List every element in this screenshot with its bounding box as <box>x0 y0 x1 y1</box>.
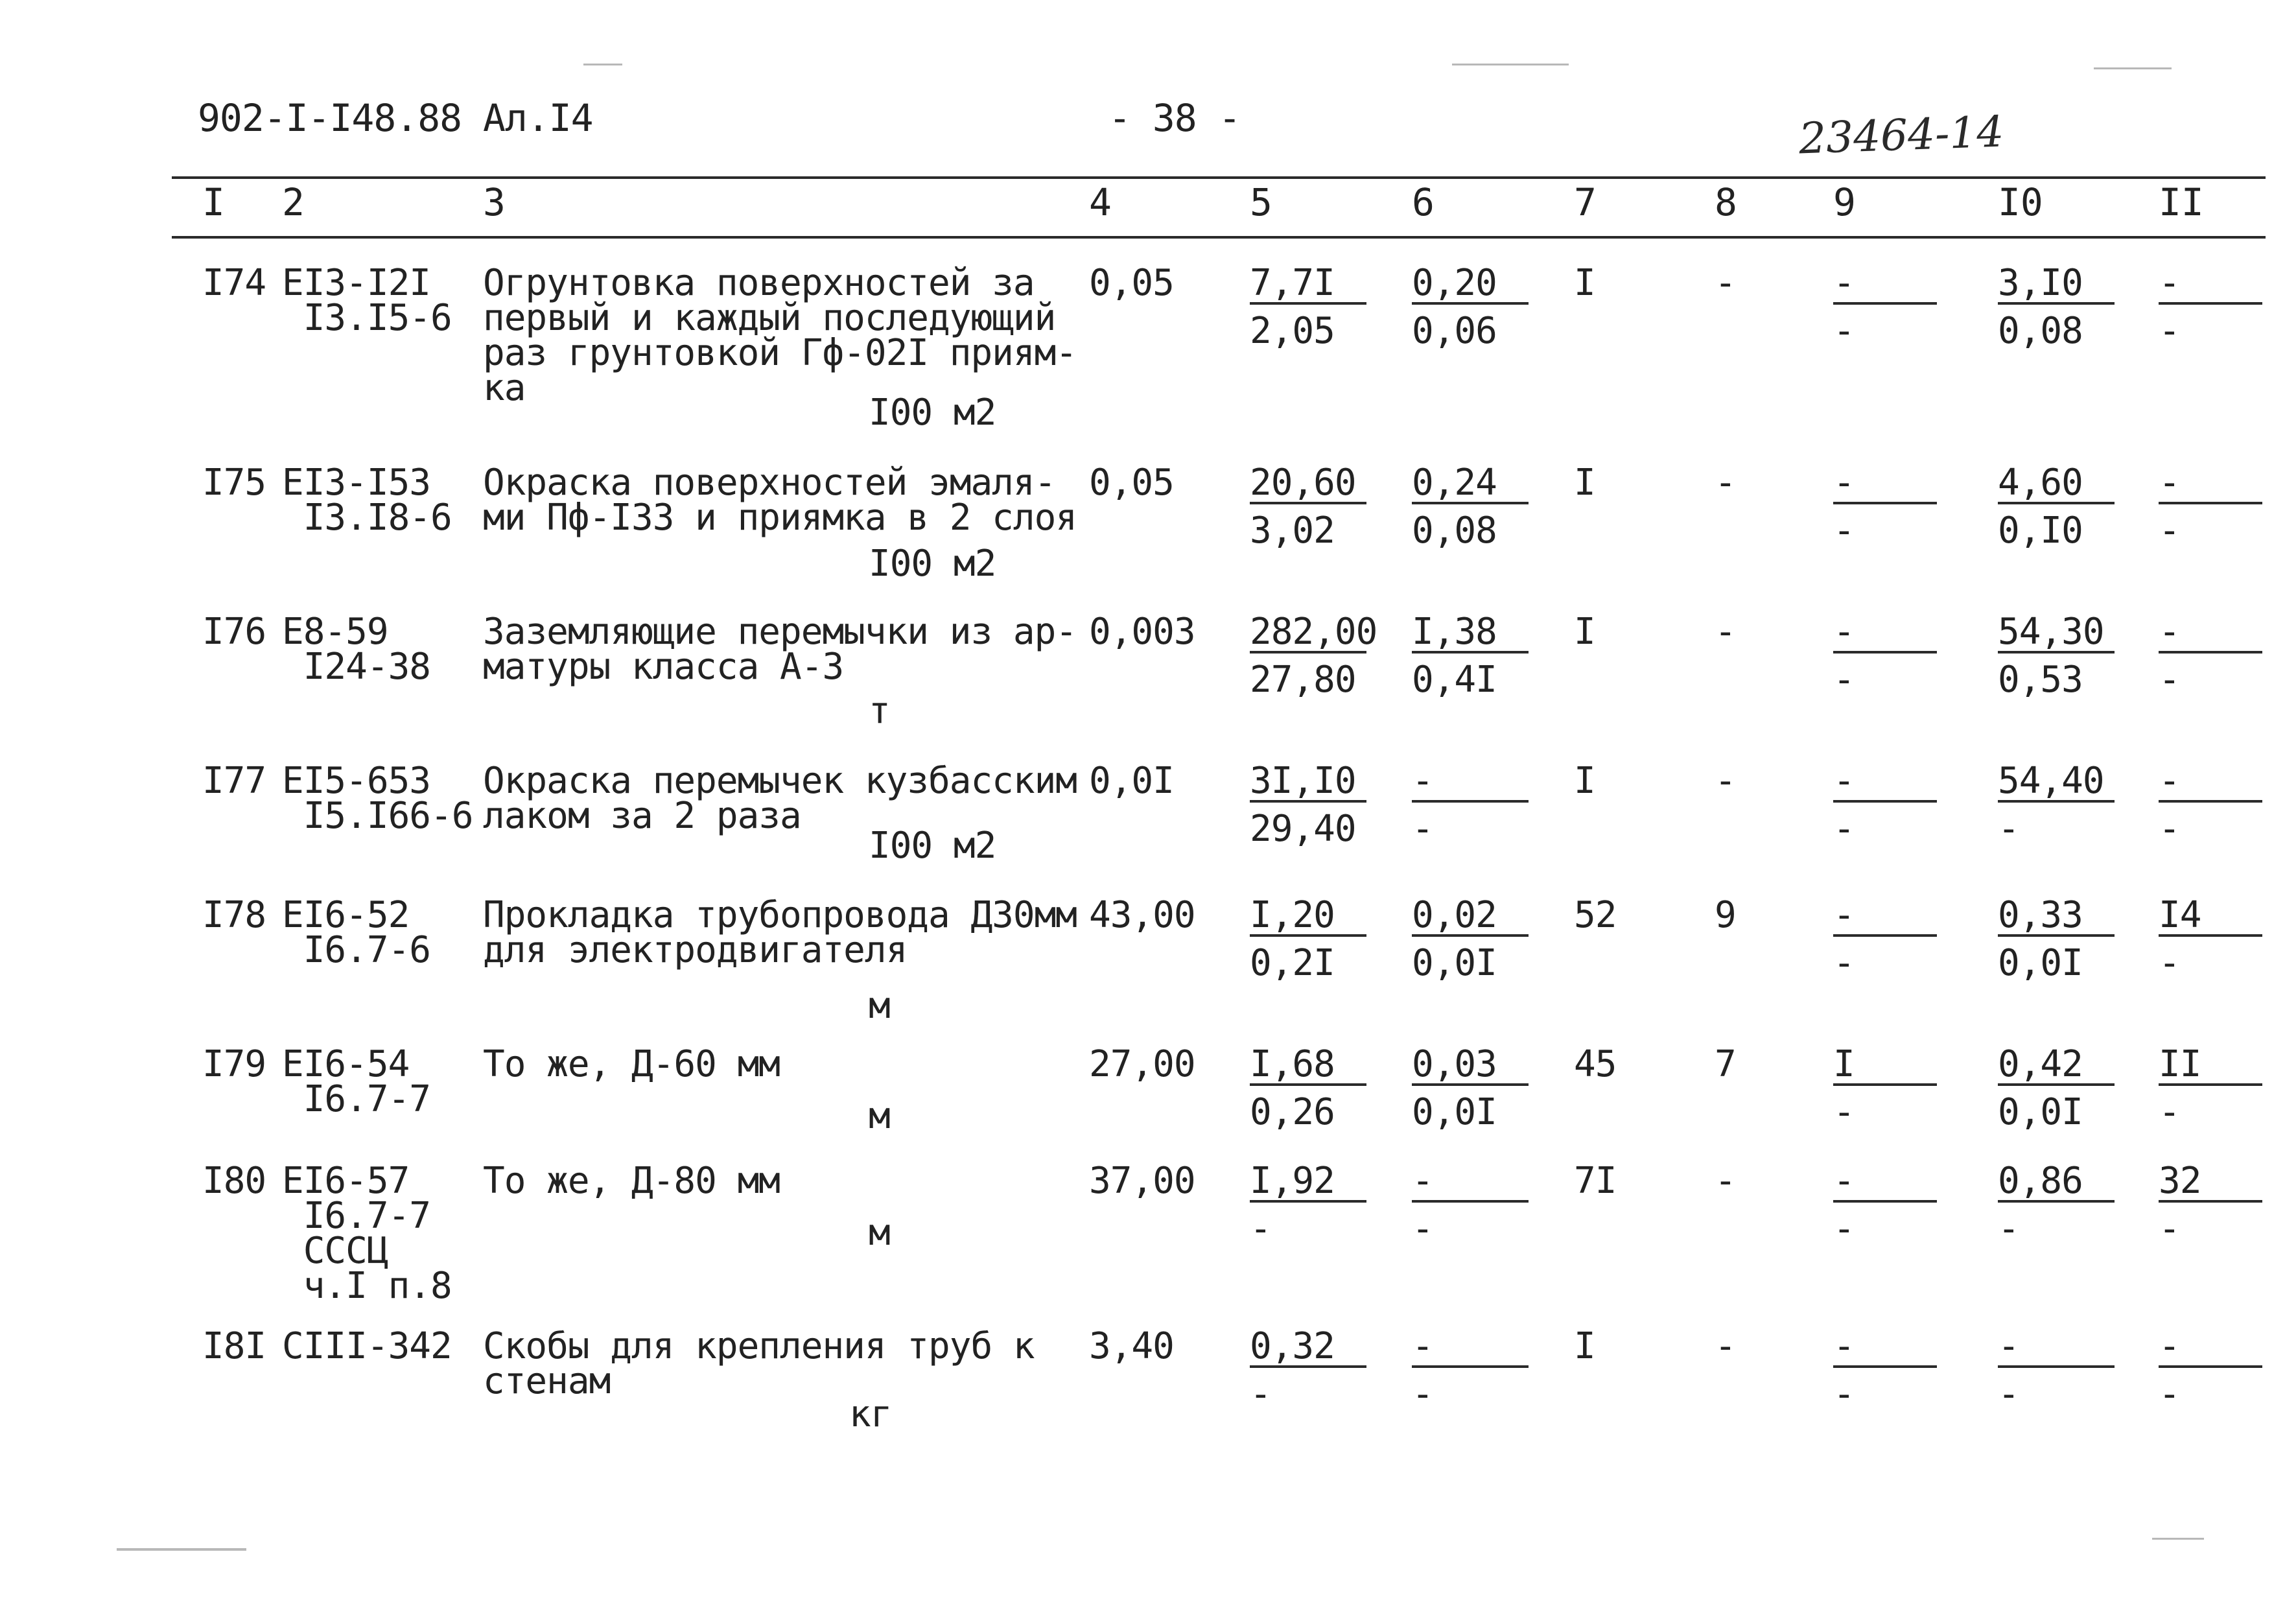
unit-of-measure: I00 м2 <box>869 543 996 585</box>
col11-top: 32 <box>2159 1164 2262 1203</box>
col7-value: I <box>1574 1325 1595 1367</box>
col5-bottom: 27,80 <box>1250 659 1356 701</box>
col11-bottom: - <box>2159 310 2180 352</box>
column-number-3: 3 <box>483 180 506 224</box>
work-description: Заземляющие перемычки из ар- матуры класса А-3 <box>483 611 1077 688</box>
col10-values <box>1998 894 2127 984</box>
col10-top: 0,42 <box>1998 1047 2115 1086</box>
col5-values <box>1250 760 1379 850</box>
unit-of-measure: м <box>869 1095 890 1137</box>
work-description: Окраска перемычек кузбасским лаком за 2 раза <box>483 760 1077 837</box>
col10-values <box>1998 1160 2127 1250</box>
col11-values <box>2159 894 2269 984</box>
col10-bottom: 0,0I <box>1998 1091 2083 1133</box>
col5-values <box>1250 462 1379 552</box>
col11-values <box>2159 760 2269 850</box>
col11-bottom: - <box>2159 942 2180 984</box>
col11-bottom: - <box>2159 808 2180 850</box>
col8-value: 9 <box>1715 894 1736 936</box>
col10-values <box>1998 611 2127 701</box>
norm-code: EI6-57 I6.7-7 СССЦ ч.I п.8 <box>282 1160 452 1307</box>
col11-bottom: - <box>2159 1373 2180 1415</box>
col7-value: 7I <box>1574 1160 1617 1202</box>
col11-bottom: - <box>2159 1091 2180 1133</box>
column-number-6: 6 <box>1412 180 1435 224</box>
col10-top: - <box>1998 1329 2115 1368</box>
col9-bottom: - <box>1833 1373 1855 1415</box>
col5-top: 282,00 <box>1250 611 1377 653</box>
col7-value: I <box>1574 462 1595 504</box>
col9-values <box>1833 1160 1943 1250</box>
column-number-7: 7 <box>1574 180 1597 224</box>
work-description: Окраска поверхностей эмаля- ми Пф-I33 и приямка в 2 слоя <box>483 462 1077 539</box>
col10-bottom: 0,53 <box>1998 659 2083 701</box>
col9-top: I <box>1833 1047 1937 1086</box>
col10-bottom: - <box>1998 1373 2019 1415</box>
col5-bottom: - <box>1250 1208 1271 1250</box>
col9-values <box>1833 1325 1943 1415</box>
quantity: 37,00 <box>1089 1160 1195 1202</box>
quantity: 43,00 <box>1089 894 1195 936</box>
table-top-rule <box>172 176 2266 179</box>
col9-bottom: - <box>1833 510 1855 552</box>
norm-code: EI5-653 I5.I66-6 <box>282 760 473 837</box>
column-number-5: 5 <box>1250 180 1272 224</box>
col6-top: 0,20 <box>1412 266 1529 305</box>
col9-top: - <box>1833 764 1937 803</box>
quantity: 3,40 <box>1089 1325 1174 1367</box>
norm-code: E8-59 I24-38 <box>282 611 431 688</box>
col8-value: - <box>1715 611 1736 653</box>
row-number: I74 <box>202 262 266 304</box>
col5-values <box>1250 894 1379 984</box>
col6-top: 0,02 <box>1412 898 1529 937</box>
work-description: Скобы для крепления труб к стенам <box>483 1325 1035 1402</box>
col5-top: I,20 <box>1250 898 1366 937</box>
col10-values <box>1998 262 2127 352</box>
col6-top: 0,03 <box>1412 1047 1529 1086</box>
col6-top: 0,24 <box>1412 465 1529 504</box>
col6-values <box>1412 1160 1541 1250</box>
col5-top: 3I,I0 <box>1250 764 1366 803</box>
row-number: I76 <box>202 611 266 653</box>
col6-bottom: 0,4I <box>1412 659 1497 701</box>
col11-bottom: - <box>2159 1208 2180 1250</box>
col8-value: - <box>1715 462 1736 504</box>
page-number: - 38 - <box>1108 96 1241 140</box>
col9-top: - <box>1833 1164 1937 1203</box>
handwritten-number: 23464-14 <box>1798 106 2005 164</box>
col10-values <box>1998 760 2127 850</box>
col9-values <box>1833 611 1943 701</box>
scan-speck <box>583 64 622 65</box>
col10-top: 0,33 <box>1998 898 2115 937</box>
col11-values <box>2159 1160 2269 1250</box>
col10-top: 4,60 <box>1998 465 2115 504</box>
col8-value: - <box>1715 262 1736 304</box>
col11-bottom: - <box>2159 659 2180 701</box>
col10-top: 54,30 <box>1998 615 2115 653</box>
col6-values <box>1412 894 1541 984</box>
col11-values <box>2159 1325 2269 1415</box>
column-number-11: II <box>2159 180 2204 224</box>
col10-values <box>1998 1043 2127 1133</box>
norm-code: EI6-52 I6.7-6 <box>282 894 431 971</box>
col7-value: I <box>1574 262 1595 304</box>
col10-bottom: 0,I0 <box>1998 510 2083 552</box>
row-number: I75 <box>202 462 266 504</box>
col7-value: I <box>1574 611 1595 653</box>
work-description: То же, Д-80 мм <box>483 1160 780 1202</box>
col5-top: I,92 <box>1250 1164 1366 1203</box>
col11-top: I4 <box>2159 898 2262 937</box>
column-number-9: 9 <box>1833 180 1856 224</box>
col5-values <box>1250 262 1379 352</box>
scan-speck <box>2152 1538 2204 1540</box>
col11-top: - <box>2159 1329 2262 1368</box>
row-number: I77 <box>202 760 266 802</box>
col6-top: - <box>1412 1329 1529 1368</box>
quantity: 0,05 <box>1089 462 1174 504</box>
col8-value: - <box>1715 760 1736 802</box>
col5-bottom: 2,05 <box>1250 310 1335 352</box>
col9-top: - <box>1833 615 1937 653</box>
col6-values <box>1412 1325 1541 1415</box>
col11-bottom: - <box>2159 510 2180 552</box>
col10-values <box>1998 1325 2127 1415</box>
work-description: То же, Д-60 мм <box>483 1043 780 1085</box>
album-number: Ал.I4 <box>483 96 593 140</box>
col5-bottom: - <box>1250 1373 1271 1415</box>
work-description: Огрунтовка поверхностей за первый и каждый последующий раз грунтовкой Гф-02I приям- ка <box>483 262 1077 409</box>
col9-values <box>1833 1043 1943 1133</box>
unit-of-measure: м <box>869 985 890 1027</box>
col7-value: 45 <box>1574 1043 1617 1085</box>
col9-values <box>1833 462 1943 552</box>
col11-top: - <box>2159 465 2262 504</box>
col9-bottom: - <box>1833 1091 1855 1133</box>
norm-code: EI3-I53 I3.I8-6 <box>282 462 452 539</box>
col10-bottom: 0,0I <box>1998 942 2083 984</box>
col9-top: - <box>1833 1329 1937 1368</box>
col6-bottom: - <box>1412 1208 1433 1250</box>
col9-values <box>1833 760 1943 850</box>
col5-top: 0,32 <box>1250 1329 1366 1368</box>
unit-of-measure: т <box>869 690 890 732</box>
col9-bottom: - <box>1833 659 1855 701</box>
col11-values <box>2159 611 2269 701</box>
quantity: 0,0I <box>1089 760 1174 802</box>
col5-bottom: 29,40 <box>1250 808 1356 850</box>
col10-top: 0,86 <box>1998 1164 2115 1203</box>
scan-speck <box>1452 64 1569 65</box>
col5-values <box>1250 1325 1379 1415</box>
col5-values <box>1250 1043 1379 1133</box>
document-code: 902-I-I48.88 <box>198 96 462 140</box>
col9-values <box>1833 894 1943 984</box>
col11-values <box>2159 462 2269 552</box>
col6-values <box>1412 760 1541 850</box>
col11-top: - <box>2159 615 2262 653</box>
col5-bottom: 0,26 <box>1250 1091 1335 1133</box>
column-number-2: 2 <box>282 180 305 224</box>
col8-value: - <box>1715 1160 1736 1202</box>
unit-of-measure: м <box>869 1212 890 1254</box>
col9-bottom: - <box>1833 942 1855 984</box>
table-header-rule <box>172 236 2266 239</box>
unit-of-measure: I00 м2 <box>869 825 996 867</box>
norm-code: СIII-342 <box>282 1325 452 1367</box>
norm-code: EI6-54 I6.7-7 <box>282 1043 431 1120</box>
column-number-8: 8 <box>1715 180 1737 224</box>
unit-of-measure: I00 м2 <box>869 392 996 434</box>
col8-value: 7 <box>1715 1043 1736 1085</box>
col10-bottom: - <box>1998 808 2019 850</box>
col9-bottom: - <box>1833 310 1855 352</box>
row-number: I80 <box>202 1160 266 1202</box>
norm-code: EI3-I2I I3.I5-6 <box>282 262 452 339</box>
col9-top: - <box>1833 465 1937 504</box>
col5-top: 20,60 <box>1250 465 1366 504</box>
col5-bottom: 0,2I <box>1250 942 1335 984</box>
row-number: I78 <box>202 894 266 936</box>
col6-bottom: 0,06 <box>1412 310 1497 352</box>
col5-top: 7,7I <box>1250 266 1366 305</box>
col9-bottom: - <box>1833 1208 1855 1250</box>
col7-value: 52 <box>1574 894 1617 936</box>
col6-bottom: 0,0I <box>1412 942 1497 984</box>
col7-value: I <box>1574 760 1595 802</box>
col6-values <box>1412 262 1541 352</box>
col9-top: - <box>1833 898 1937 937</box>
col11-top: - <box>2159 266 2262 305</box>
scan-speck <box>2094 67 2172 69</box>
col6-bottom: 0,08 <box>1412 510 1497 552</box>
col5-bottom: 3,02 <box>1250 510 1335 552</box>
col5-top: I,68 <box>1250 1047 1366 1086</box>
col6-values <box>1412 462 1541 552</box>
work-description: Прокладка трубопровода Д30мм для электродвигателя <box>483 894 1077 971</box>
row-number: I8I <box>202 1325 266 1367</box>
col9-bottom: - <box>1833 808 1855 850</box>
col6-bottom: - <box>1412 1373 1433 1415</box>
scan-speck <box>117 1548 246 1551</box>
col10-top: 3,I0 <box>1998 266 2115 305</box>
unit-of-measure: кг <box>849 1393 892 1435</box>
col6-top: - <box>1412 764 1529 803</box>
col11-top: - <box>2159 764 2262 803</box>
col10-top: 54,40 <box>1998 764 2115 803</box>
col6-top: - <box>1412 1164 1529 1203</box>
col8-value: - <box>1715 1325 1736 1367</box>
col6-values <box>1412 1043 1541 1133</box>
column-number-4: 4 <box>1089 180 1112 224</box>
col10-bottom: - <box>1998 1208 2019 1250</box>
column-number-1: I <box>202 180 225 224</box>
col6-values <box>1412 611 1541 701</box>
col6-bottom: 0,0I <box>1412 1091 1497 1133</box>
col11-top: II <box>2159 1047 2262 1086</box>
col10-values <box>1998 462 2127 552</box>
row-number: I79 <box>202 1043 266 1085</box>
column-number-10: I0 <box>1998 180 2043 224</box>
col11-values <box>2159 262 2269 352</box>
col5-values <box>1250 611 1379 701</box>
col9-top: - <box>1833 266 1937 305</box>
col11-values <box>2159 1043 2269 1133</box>
quantity: 27,00 <box>1089 1043 1195 1085</box>
quantity: 0,003 <box>1089 611 1195 653</box>
col5-values <box>1250 1160 1379 1250</box>
col9-values <box>1833 262 1943 352</box>
quantity: 0,05 <box>1089 262 1174 304</box>
col10-bottom: 0,08 <box>1998 310 2083 352</box>
col6-bottom: - <box>1412 808 1433 850</box>
col6-top: I,38 <box>1412 615 1529 653</box>
